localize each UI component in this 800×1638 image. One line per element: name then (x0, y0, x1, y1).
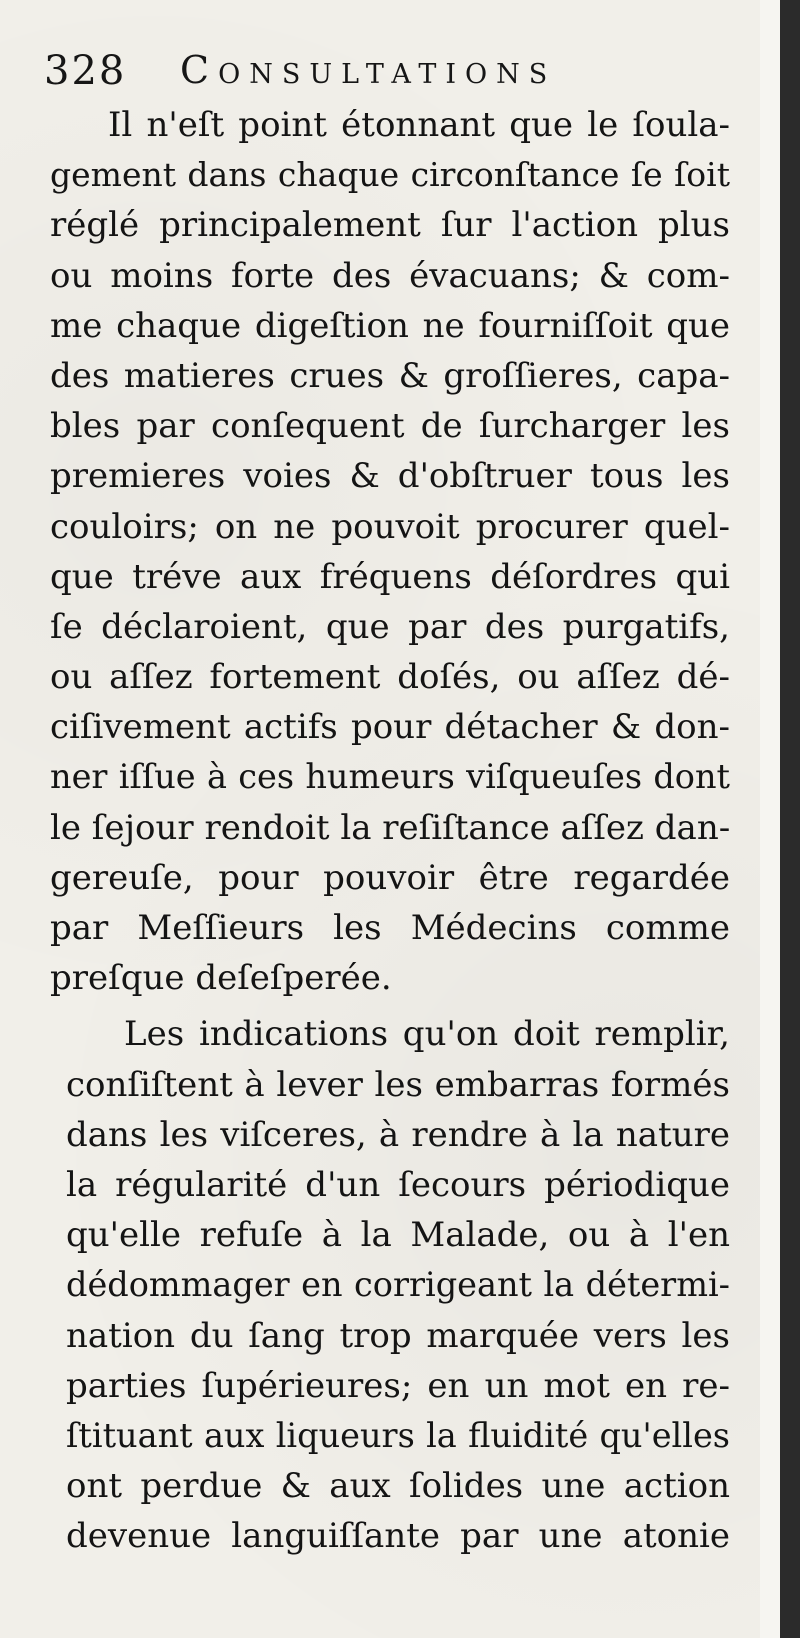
text-line: ciſivement actifs pour détacher & don- (50, 707, 730, 748)
text-line: gereuſe, pour pouvoir être regardée (50, 857, 730, 898)
text-line: me chaque digeſtion ne fourniſſoit que (50, 305, 730, 346)
text-line: réglé principalement ſur l'action plus (50, 205, 730, 246)
text-line: la régularité d'un ſecours périodique (66, 1164, 730, 1205)
text-line: ou moins forte des évacuans; & com- (50, 255, 730, 296)
paragraph-2 (50, 1009, 730, 1561)
text-line: couloirs; on ne pouvoit procurer quel- (50, 506, 730, 547)
text-line: des matieres crues & groſſieres, capa- (50, 355, 730, 396)
text-line: gement dans chaque circonſtance ſe ſoit (50, 155, 730, 195)
text-line: ou aſſez fortement doſés, ou aſſez dé- (50, 657, 730, 698)
text-line: ont perdue & aux ſolides une action (66, 1466, 730, 1507)
text-line: le ſejour rendoit la reſiſtance aſſez dan- (50, 807, 731, 848)
text-line: ſe déclaroient, que par des purgatifs, (50, 606, 730, 647)
text-line: conſiſtent à lever les embarras formés (66, 1064, 730, 1105)
text-line: dédommager en corrigeant la détermi- (66, 1265, 730, 1305)
body-text (50, 100, 730, 1561)
text-line: premieres voies & d'obſtruer tous les (50, 456, 730, 497)
text-line: Les indications qu'on doit remplir, (124, 1014, 730, 1055)
text-line: bles par conſequent de ſurcharger les (50, 406, 730, 447)
text-line: par Meſſieurs les Médecins comme (50, 908, 730, 948)
text-line: nation du ſang trop marquée vers les (66, 1315, 730, 1356)
text-line: que tréve aux fréquens déſordres qui (50, 556, 730, 597)
text-line: Il n'eſt point étonnant que le ſoula- (108, 105, 730, 145)
running-head: Consultations (180, 48, 557, 92)
paragraph-1 (50, 100, 730, 1003)
text-line: dans les viſceres, à rendre à la nature (66, 1114, 730, 1155)
page-number: 328 (44, 48, 127, 94)
text-line: ſtituant aux liqueurs la fluidité qu'elles (66, 1415, 730, 1455)
text-line: ner iſſue à ces humeurs viſqueuſes dont (50, 757, 730, 797)
text-line: preſque deſeſperée. (50, 958, 392, 999)
page-header (40, 42, 740, 102)
text-line: qu'elle refuſe à la Malade, ou à l'en (66, 1215, 730, 1256)
text-line: devenue languiſſante par une atonie (66, 1516, 730, 1557)
page-edge (760, 0, 780, 1638)
text-line: parties ſupérieures; en un mot en re- (66, 1365, 730, 1406)
